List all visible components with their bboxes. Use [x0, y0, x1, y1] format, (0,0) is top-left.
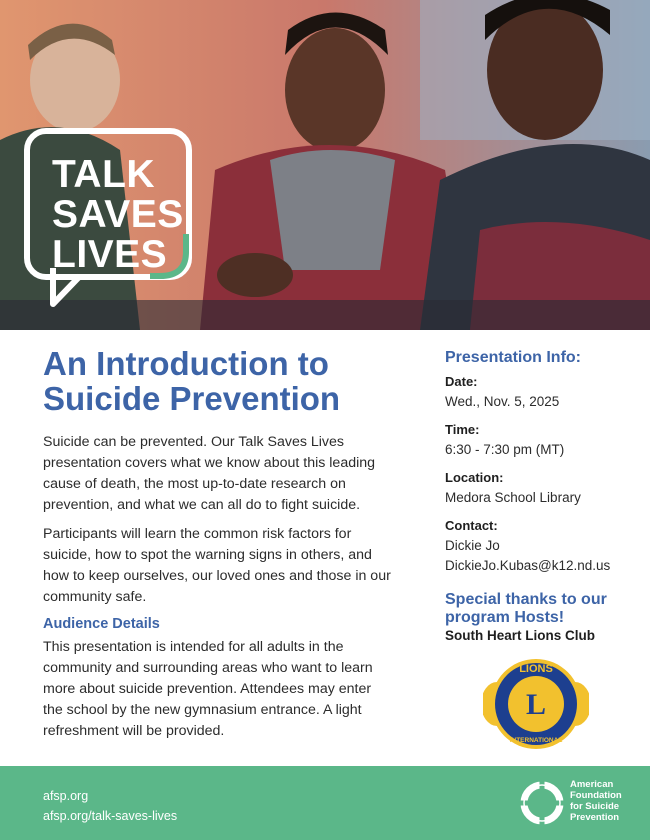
svg-text:LIONS: LIONS	[519, 663, 553, 675]
date-value: Wed., Nov. 5, 2025	[445, 394, 560, 409]
location-value: Medora School Library	[445, 490, 581, 505]
contact-label: Contact:	[445, 518, 498, 533]
afsp-org-name	[570, 779, 622, 823]
lions-club-logo	[483, 654, 589, 754]
org-line: Foundation	[570, 790, 622, 801]
title-line: Suicide Prevention	[43, 380, 341, 417]
location-label: Location:	[445, 470, 504, 485]
contact-email[interactable]: DickieJo.Kubas@k12.nd.us	[445, 558, 611, 573]
svg-text:INTERNATIONAL: INTERNATIONAL	[509, 737, 563, 744]
logo-line-saves: SAVES	[52, 193, 184, 236]
page-title	[43, 346, 423, 416]
audience-paragraph	[43, 637, 421, 742]
intro-paragraph	[43, 432, 421, 516]
host-name: South Heart Lions Club	[445, 628, 595, 643]
logo-line-lives: LIVES	[52, 233, 168, 276]
text-line: more about suicide prevention. Attendees may enter	[43, 681, 372, 697]
participants-paragraph	[43, 524, 421, 608]
life-ring-icon	[520, 781, 564, 825]
text-line: community safe.	[43, 589, 147, 605]
org-line: American	[570, 779, 614, 790]
text-line: This presentation is intended for all adults in the	[43, 639, 344, 655]
org-line: for Suicide	[570, 801, 620, 812]
contact-name: Dickie Jo	[445, 538, 500, 553]
thanks-line: Special thanks to our	[445, 591, 607, 608]
footer-link-talk-saves-lives[interactable]: afsp.org/talk-saves-lives	[43, 809, 178, 823]
logo-line-talk: TALK	[52, 153, 156, 196]
svg-text:L: L	[525, 688, 547, 721]
footer-link-afsp[interactable]: afsp.org	[43, 789, 89, 803]
text-line: Participants will learn the common risk factors for	[43, 526, 352, 542]
org-line: Prevention	[570, 812, 620, 823]
thanks-line: program Hosts!	[445, 609, 565, 626]
text-line: the school by the new gymnasium entrance. A light	[43, 702, 362, 718]
text-line: cause of death, the most up-to-date research on	[43, 476, 346, 492]
text-line: prevention, and what we can all do to fight suicide.	[43, 497, 361, 513]
time-value: 6:30 - 7:30 pm (MT)	[445, 442, 565, 457]
text-line: suicide, how to spot the warning signs in others, and	[43, 547, 372, 563]
thanks-heading	[445, 591, 635, 627]
text-line: how to keep ourselves, our loved ones and those in our	[43, 568, 391, 584]
text-line: Suicide can be prevented. Our Talk Saves Lives	[43, 434, 344, 450]
presentation-info-heading: Presentation Info:	[445, 349, 582, 366]
text-line: presentation covers what we know about this leading	[43, 455, 376, 471]
time-label: Time:	[445, 422, 480, 437]
text-line: community and surrounding areas who want to learn	[43, 660, 373, 676]
text-line: refreshment will be provided.	[43, 723, 225, 739]
audience-heading: Audience Details	[43, 616, 160, 632]
hero-photo	[0, 0, 650, 330]
title-line: An Introduction to	[43, 345, 329, 382]
date-label: Date:	[445, 374, 478, 389]
